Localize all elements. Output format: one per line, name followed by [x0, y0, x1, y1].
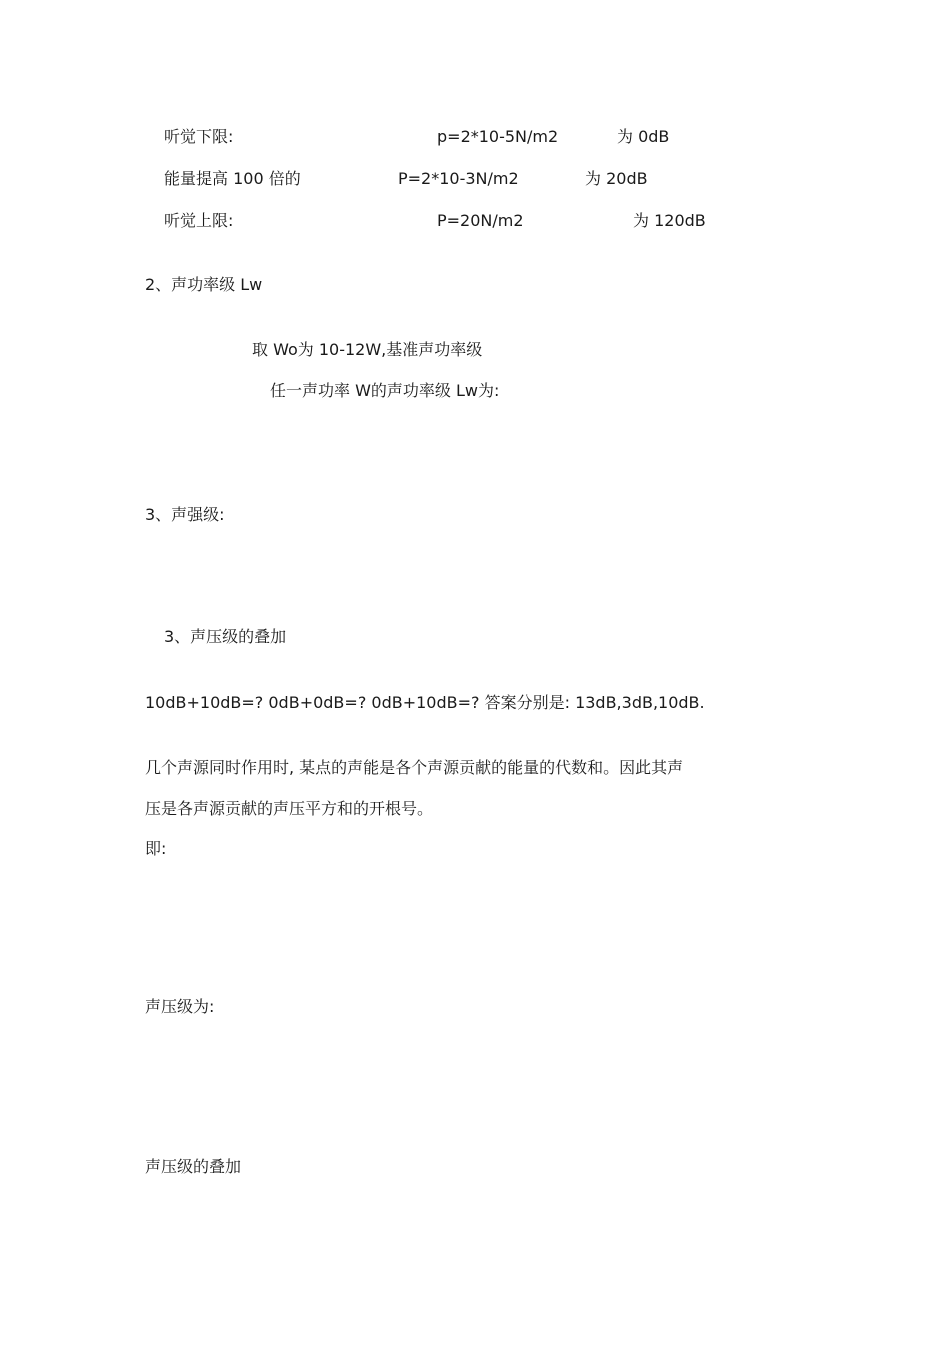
section-heading-superposition: 3、声压级的叠加: [164, 627, 287, 646]
power-level-reference-line: 取 Wo为 10-12W,基准声功率级: [252, 340, 483, 359]
row-level-upper-limit: 为 120dB: [633, 211, 706, 230]
spl-label: 声压级为:: [145, 997, 215, 1016]
row-label-100x: 能量提高 100 倍的: [164, 169, 301, 188]
power-level-definition-line: 任一声功率 W的声功率级 Lw为:: [270, 381, 500, 400]
ji-label: 即:: [145, 839, 167, 858]
row-pressure-upper-limit: P=20N/m2: [437, 211, 524, 230]
row-level-lower-limit: 为 0dB: [617, 127, 670, 146]
superposition-question: 10dB+10dB=? 0dB+0dB=? 0dB+10dB=? 答案分别是: 13dB,3dB,10dB.: [145, 693, 705, 712]
row-pressure-100x: P=2*10-3N/m2: [398, 169, 519, 188]
superposition-paragraph-line1: 几个声源同时作用时, 某点的声能是各个声源贡献的能量的代数和。因此其声: [145, 758, 684, 777]
row-level-100x: 为 20dB: [585, 169, 648, 188]
section-heading-intensity-level: 3、声强级:: [145, 505, 225, 524]
row-label-lower-limit: 听觉下限:: [164, 127, 234, 146]
row-pressure-lower-limit: p=2*10-5N/m2: [437, 127, 559, 146]
superposition-paragraph-line2: 压是各声源贡献的声压平方和的开根号。: [145, 799, 434, 818]
closing-heading-superposition: 声压级的叠加: [145, 1157, 242, 1176]
section-heading-power-level: 2、声功率级 Lw: [145, 275, 263, 294]
row-label-upper-limit: 听觉上限:: [164, 211, 234, 230]
